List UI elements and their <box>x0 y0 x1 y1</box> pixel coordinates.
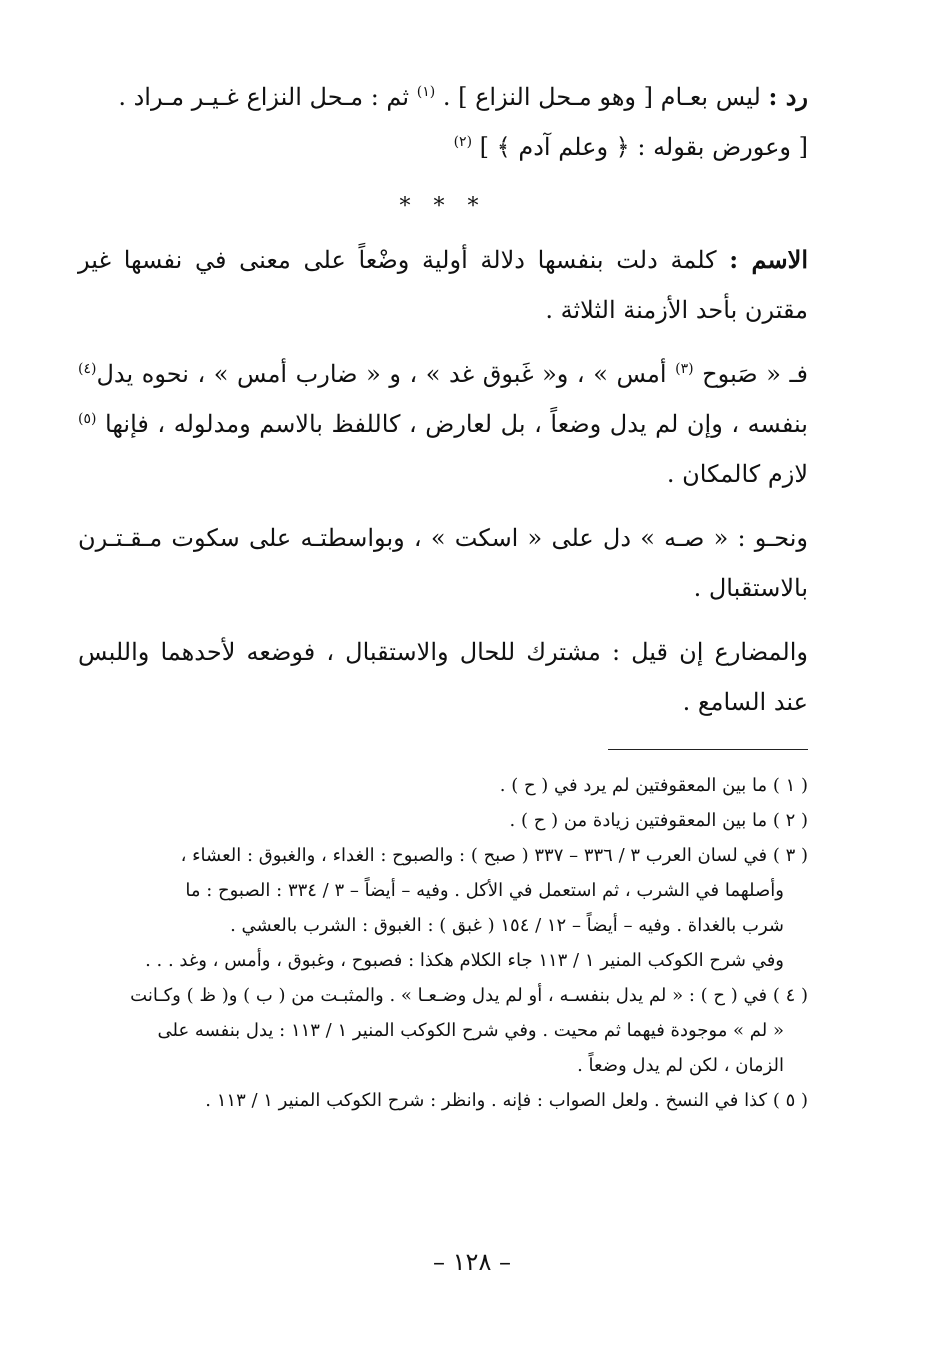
footnote-4-continued: الزمان ، لكن لم يدل وضعاً . <box>577 1055 784 1076</box>
paragraph-text: ونحـو : « صـه » دل على « اسكت » ، وبواسطتـه على سكوت مـقـتـرن بالاستقبال . <box>78 524 808 602</box>
paragraph-text: ثم : مـحل النزاع غـيـر مـراد . <box>118 83 410 111</box>
paragraph-text: ليس بعـام [ وهو مـحل النزاع ] . <box>442 83 761 111</box>
paragraph-text: بنفسه ، وإن لم يدل وضعاً ، بل لعارض ، كاللفظ بالاسم ومدلوله ، فإنها <box>105 410 808 438</box>
footnote-marker: (٥) <box>78 411 97 427</box>
footnote-3: ( ٣ ) في لسان العرب ٣ / ٣٣٦ – ٣٣٧ ( صبح ) : والصبوح : الغداء ، والغبوق : العشاء ، <box>180 845 808 866</box>
footnote-1: ( ١ ) ما بين المعقوفتين لم يرد في ( ح ) . <box>499 775 808 796</box>
paragraph-examples <box>78 349 808 499</box>
footnotes <box>78 768 808 1118</box>
footnote-3-continued: وأصلهما في الشرب ، ثم استعمل في الأكل . وفيه – أيضاً – ٣ / ٣٣٤ : الصبوح : ما <box>185 880 784 901</box>
paragraph-mudari <box>78 627 808 727</box>
term-label: رد : <box>768 82 808 111</box>
section-divider: * * * <box>399 194 487 219</box>
footnote-2: ( ٢ ) ما بين المعقوفتين زيادة من ( ح ) . <box>509 810 808 831</box>
paragraph-text: لازم كالمكان . <box>666 460 808 488</box>
paragraph-ism <box>78 235 808 335</box>
footnote-marker: (١) <box>416 84 436 100</box>
paragraph-text: [ وعورض بقوله : ﴿ وعلم آدم ﴾ ] <box>479 133 808 161</box>
footnote-5: ( ٥ ) كذا في النسخ . ولعل الصواب : فإنه . وانظر : شرح الكوكب المنير ١ / ١١٣ . <box>205 1090 808 1111</box>
footnote-3-continued: شرب بالغداة . وفيه – أيضاً – ١٢ / ١٥٤ ( غبق ) : الغبوق : الشرب بالعشي . <box>230 915 784 936</box>
paragraph-text: كلمة دلت بنفسها دلالة أولية وضْعاً على معنى في نفسها غير مقترن بأحد الأزمنة الثلاثة . <box>78 246 808 324</box>
page-body <box>78 72 808 1118</box>
paragraph-text: أمس » ، و« غَبوق غد » ، و « ضارب أمس » ، نحوه يدل <box>96 360 667 388</box>
footnote-3-continued: وفي شرح الكوكب المنير ١ / ١١٣ جاء الكلام هكذا : فصبوح ، وغبوق ، وأمس ، وغد . . . <box>145 950 784 971</box>
main-text <box>78 72 808 727</box>
footnote-separator <box>608 749 808 750</box>
page-number: – ١٢٨ – <box>433 1248 511 1276</box>
paragraph-sah <box>78 513 808 613</box>
term-label: الاسم : <box>729 245 808 274</box>
paragraph-text: فـ « صَبوح <box>702 360 808 388</box>
paragraph-text: والمضارع إن قيل : مشترك للحال والاستقبال ، فوضعه لأحدهما واللبس عند السامع . <box>78 638 808 716</box>
footnote-marker: (٤) <box>78 361 97 377</box>
paragraph-radd <box>78 72 808 172</box>
footnote-4-continued: « لم » موجودة فيهما ثم محيت . وفي شرح الكوكب المنير ١ / ١١٣ : يدل بنفسه على <box>157 1020 784 1041</box>
footnote-4: ( ٤ ) في ( ح ) : « لم يدل بنفسـه ، أو لم يدل وضـعـا » . والمثبـت من ( ب ) و( ظ ) وكـانت <box>130 985 808 1006</box>
footnote-marker: (٣) <box>675 361 694 377</box>
footnote-marker: (٢) <box>453 134 473 150</box>
